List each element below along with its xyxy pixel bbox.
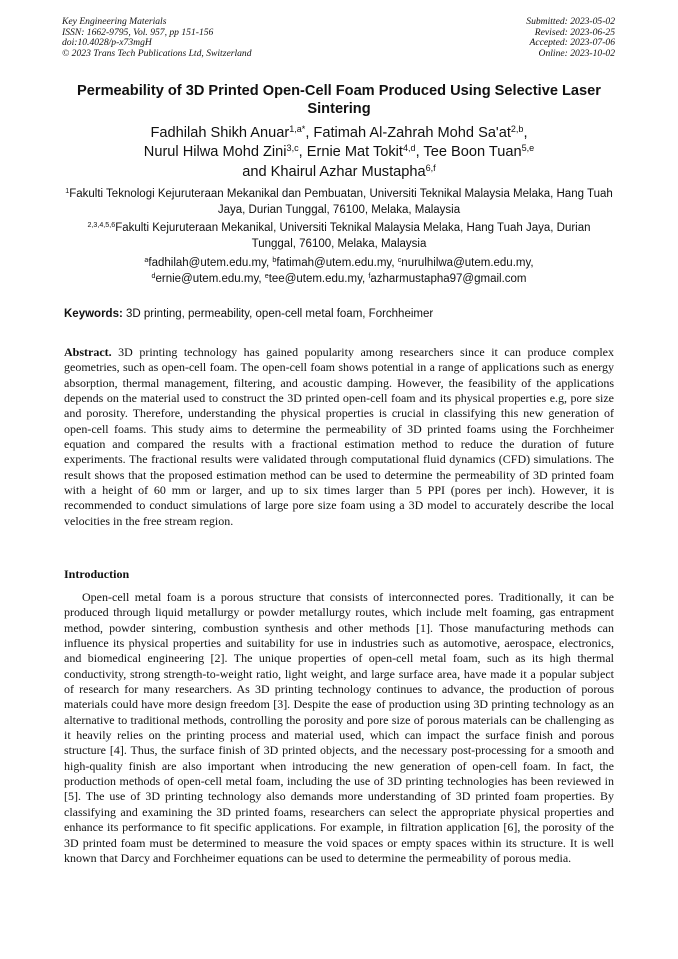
keywords-text: 3D printing, permeability, open-cell metal foam, Forchheimer <box>122 308 434 320</box>
date-accepted: Accepted: 2023-07-06 <box>529 37 615 49</box>
author: and Khairul Azhar Mustapha$^{6,f}$ <box>242 162 436 180</box>
date-online: Online: 2023-10-02 <box>538 47 615 59</box>
introduction-paragraph: Open-cell metal foam is a porous structure that consists of interconnected pores. Traditionally, it can be produced through liquid metallurgy or powder metallurgy routes, which include melt foaming, gas entrapment method, powder sintering, combustion synthesis and other methods [1]. Those manufacturing methods can influence its physical properties and suitability for use in industries such as automotive, aerospace, electronics, and biomedical engineering [2]. The unique properties of open-cell metal foam, such as its high thermal conductivity, strong strength-to-weight ratio, light weight, and large surface area, have made it a popular subject of research for many researchers. As 3D printing technology continues to advance, the production of porous materials could have more design freedom [3]. Despite the ease of production using 3D printing technology as an alternative to traditional methods, controlling the porosity and pore size of porous materials can be challenging as it heavily relies on the printing process and material used, which can impact the surface finish and porous structure [4]. Thus, the surface finish of 3D printed objects, and the necessary post-processing for a smooth and high-quality finish are also important when introducing the new generation of open-cell foam. In fact, the production methods of open-cell metal foam, including the use of 3D printing technologies has been reviewed in [5]. The use of 3D printing technology also demands more understanding of 3D printed foam properties. By classifying and examining the 3D printed foams, researchers can select the appropriate physical properties and enhance its performance to fit specific applications. For example, in filtration application [6], the porosity of the 3D printed foam must be determined to measure the void spaces or empty spaces within its structure. It is well known that Darcy and Forchheimer equations can be used to determine the permeability of porous media. <box>64 590 614 865</box>
affiliation-1: $^1$Fakulti Teknologi Kejuruteraan Mekanikal dan Pembuatan, Universiti Teknikal Malaysia Melaka, Hang Tuah Jaya, Durian Tunggal, 76100, Melaka, Malaysia <box>65 187 613 216</box>
section-heading-introduction: Introduction <box>64 567 130 581</box>
abstract-label: Abstract. <box>64 345 112 359</box>
email[interactable]: $^a$fadhilah@utem.edu.my, <box>144 256 273 269</box>
email[interactable]: $^e$tee@utem.edu.my, <box>264 271 369 285</box>
abstract-text: 3D printing technology has gained popularity among researchers since it can produce complex geometries, such as open-cell foam. The open-cell foam shows potential in a range of applications such as energy absorption, thermal management, filtering, and acoustic damping. However, the feasibility of the applications depends on the material used to construct the 3D printed open-cell foam and its physical properties e.g, pore size and porosity. Therefore, understanding the physical properties is crucial in classifying this new generation of open-cell foams. This study aims to determine the permeability of 3D printed foams using the Forchheimer equation and compared the results with a fractional estimation method to reduce the duration of future experiments. The fractional results were validated through computational fluid dynamics (CFD) simulations. The result shows that the proposed estimation method can be used to determine the permeability of 3D printed foam with a height of 60 mm or larger, and up to six times larger than 5 PPI (pores per inch). However, it is recommended to conduct simulations of large pore size foam using a 3D model to accurately describe the local velocities in the free stream region. <box>64 345 614 528</box>
author-list <box>64 124 614 182</box>
date-revised: Revised: 2023-06-25 <box>534 26 615 38</box>
journal-name: Key Engineering Materials <box>62 16 167 27</box>
author: Fatimah Al-Zahrah Mohd Sa'at$^{2,b}$, <box>313 124 528 141</box>
keywords <box>64 307 614 321</box>
journal-issn: ISSN: 1662-9795, Vol. 957, pp 151-156 <box>62 26 214 38</box>
abstract <box>64 345 614 529</box>
paper-title: Permeability of 3D Printed Open-Cell Foam Produced Using Selective Laser Sintering <box>77 83 601 117</box>
author: Fadhilah Shikh Anuar$^{1,a*}$, <box>150 124 314 141</box>
dates-header <box>526 17 615 59</box>
author: Ernie Mat Tokit$^{4,d}$, <box>306 143 424 161</box>
author-emails <box>64 256 614 287</box>
date-submitted: Submitted: 2023-05-02 <box>526 16 615 27</box>
journal-header <box>62 17 252 59</box>
affiliation-2: $^{2,3,4,5,6}$Fakulti Kejuruteraan Mekanikal, Universiti Teknikal Malaysia Melaka, Hang Tuah Jaya, Durian Tunggal, 76100, Melaka, Malaysia <box>87 221 591 250</box>
email[interactable]: $^f$azharmustapha97@gmail.com <box>368 271 527 285</box>
author: Nurul Hilwa Mohd Zini$^{3,c}$, <box>143 143 307 161</box>
email[interactable]: $^b$fatimah@utem.edu.my, <box>272 256 398 269</box>
keywords-label: Keywords: <box>64 308 123 320</box>
author: Tee Boon Tuan$^{5,e}$ <box>423 143 535 161</box>
journal-copyright: © 2023 Trans Tech Publications Ltd, Switzerland <box>62 47 252 59</box>
email[interactable]: $^d$ernie@utem.edu.my, <box>151 271 265 285</box>
email[interactable]: $^c$nurulhilwa@utem.edu.my, <box>397 256 534 269</box>
journal-doi: doi:10.4028/p-x73mgH <box>62 37 152 49</box>
